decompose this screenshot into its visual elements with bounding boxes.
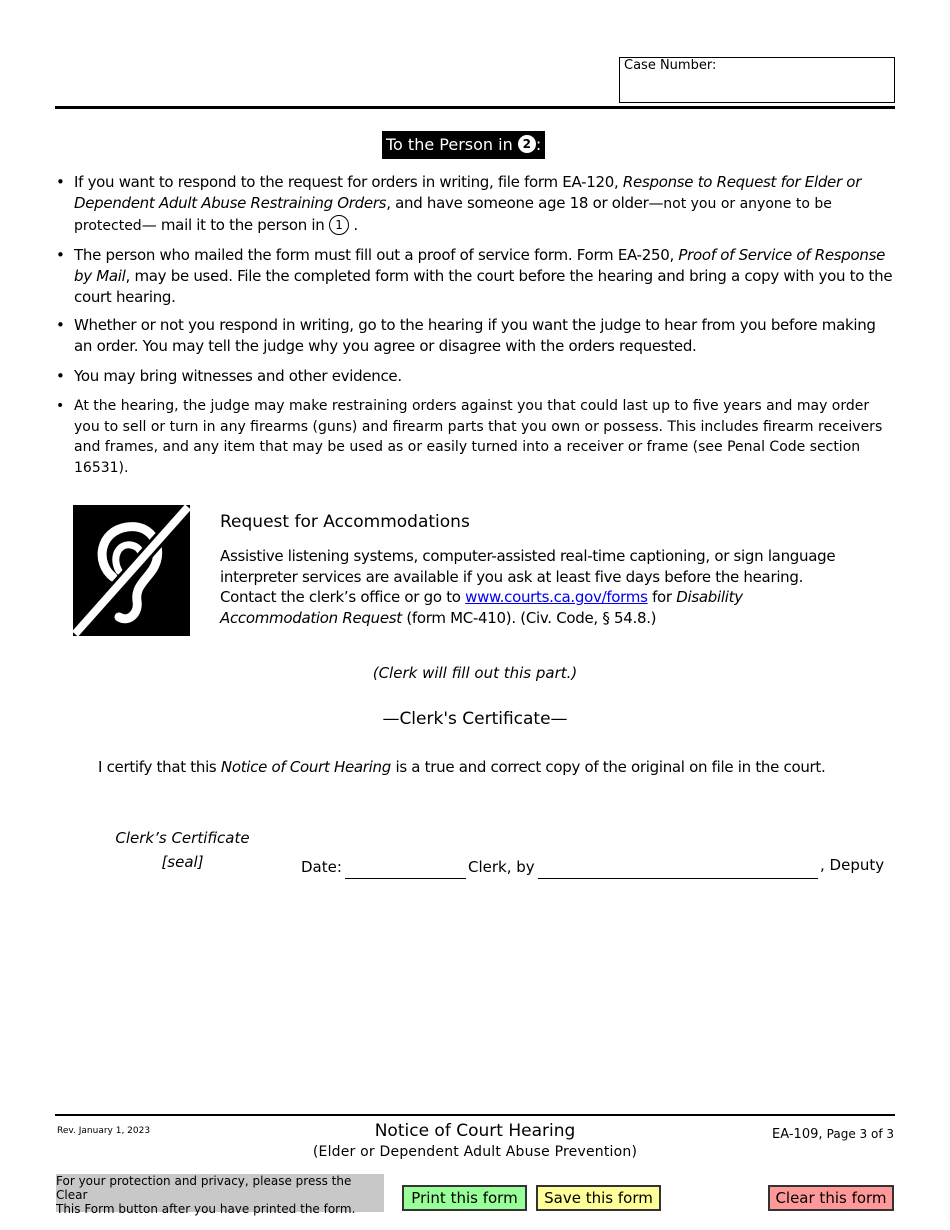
text: not you or anyone to be protected bbox=[74, 196, 832, 234]
case-number-label: Case Number: bbox=[624, 58, 717, 73]
text: The person who mailed the form must fill out a proof of service form. Form EA-250, bbox=[74, 246, 679, 264]
text: If you want to respond to the request for orders in writing, file form EA-120, bbox=[74, 173, 623, 191]
date-field[interactable] bbox=[345, 878, 466, 879]
date-label: Date: bbox=[301, 858, 342, 876]
revision-date: Rev. January 1, 2023 bbox=[57, 1126, 151, 1136]
print-form-button[interactable]: Print this form bbox=[402, 1185, 527, 1211]
privacy-line: For your protection and privacy, please press the Clear bbox=[56, 1174, 352, 1202]
seal-label: Clerk’s Certificate bbox=[115, 829, 250, 847]
instruction-item: • Whether or not you respond in writing, go to the hearing if you want the judge to hear from you before making an order. You may tell the judge why you agree or disagree with the orders requested. bbox=[56, 315, 898, 357]
form-id: EA-109, bbox=[772, 1127, 823, 1142]
clear-form-button[interactable]: Clear this form bbox=[768, 1185, 894, 1211]
text: , and have someone age 18 or older— bbox=[386, 194, 664, 212]
courts-forms-link[interactable]: www.courts.ca.gov/forms bbox=[465, 588, 648, 606]
instruction-item: • At the hearing, the judge may make restraining orders against you that could last up to five years and may order you to sell or turn in any firearms (guns) and firearm parts that you own or possess. This includes firearm receivers and frames, and any item that may be used as or easily turned into a receiver or frame (see Penal Code section 16531). bbox=[56, 396, 898, 478]
accommodations-text bbox=[220, 546, 860, 628]
clerk-by-label: Clerk, by bbox=[468, 858, 535, 876]
heading-prefix: To the Person in bbox=[386, 135, 513, 154]
circled-number-1: 1 bbox=[329, 215, 349, 235]
heading-suffix: : bbox=[535, 135, 542, 154]
instruction-item bbox=[56, 172, 898, 237]
instruction-item bbox=[56, 245, 898, 308]
deputy-label: , Deputy bbox=[820, 856, 885, 874]
clerk-note: (Clerk will fill out this part.) bbox=[372, 664, 578, 682]
circled-number-2: 2 bbox=[518, 135, 536, 153]
form-title: Proof of Service of Response by Mail bbox=[74, 246, 886, 285]
privacy-line: This Form button after you have printed the form. bbox=[56, 1202, 356, 1216]
text: I certify that this bbox=[98, 758, 221, 776]
privacy-notice bbox=[56, 1174, 384, 1216]
clerk-name-field[interactable] bbox=[538, 878, 818, 879]
section-heading bbox=[382, 131, 545, 159]
text: (form MC-410). (Civ. Code, § 54.8.) bbox=[401, 608, 657, 627]
seal-area bbox=[100, 826, 265, 874]
instruction-item: • You may bring witnesses and other evidence. bbox=[56, 366, 898, 387]
text: — mail it to the person in bbox=[141, 216, 329, 234]
accommodations-title: Request for Accommodations bbox=[220, 512, 470, 532]
form-title: Response to Request for Elder or Dependent Adult Abuse Restraining Orders bbox=[74, 173, 862, 212]
text: for bbox=[647, 588, 677, 606]
certify-statement bbox=[98, 758, 825, 776]
page-number: Page 3 of 3 bbox=[826, 1127, 894, 1141]
text: is a true and correct copy of the original on file in the court. bbox=[390, 758, 826, 776]
text: , may be used. File the completed form with the court before the hearing and bring a copy with you to the court hearing. bbox=[74, 267, 893, 306]
document-title: Notice of Court Hearing bbox=[220, 758, 391, 776]
form-title: Disability Accommodation Request bbox=[220, 588, 743, 627]
case-number-field[interactable] bbox=[619, 57, 895, 103]
text: Assistive listening systems, computer-assisted real-time captioning, or sign language interpreter services are available if you ask at least five days before the hearing. Contact the clerk’s office or go to bbox=[220, 547, 836, 606]
text: . bbox=[348, 216, 358, 234]
hearing-assistance-icon bbox=[73, 505, 190, 636]
instruction-list bbox=[56, 172, 898, 478]
footer-subtitle: (Elder or Dependent Adult Abuse Prevention) bbox=[312, 1144, 638, 1160]
save-form-button[interactable]: Save this form bbox=[536, 1185, 661, 1211]
seal-placeholder: [seal] bbox=[161, 853, 204, 871]
clerk-certificate-title: —Clerk's Certificate— bbox=[382, 709, 568, 729]
top-divider bbox=[55, 106, 895, 109]
form-number bbox=[772, 1127, 894, 1142]
bottom-divider bbox=[55, 1114, 895, 1116]
footer-title: Notice of Court Hearing bbox=[374, 1121, 576, 1141]
